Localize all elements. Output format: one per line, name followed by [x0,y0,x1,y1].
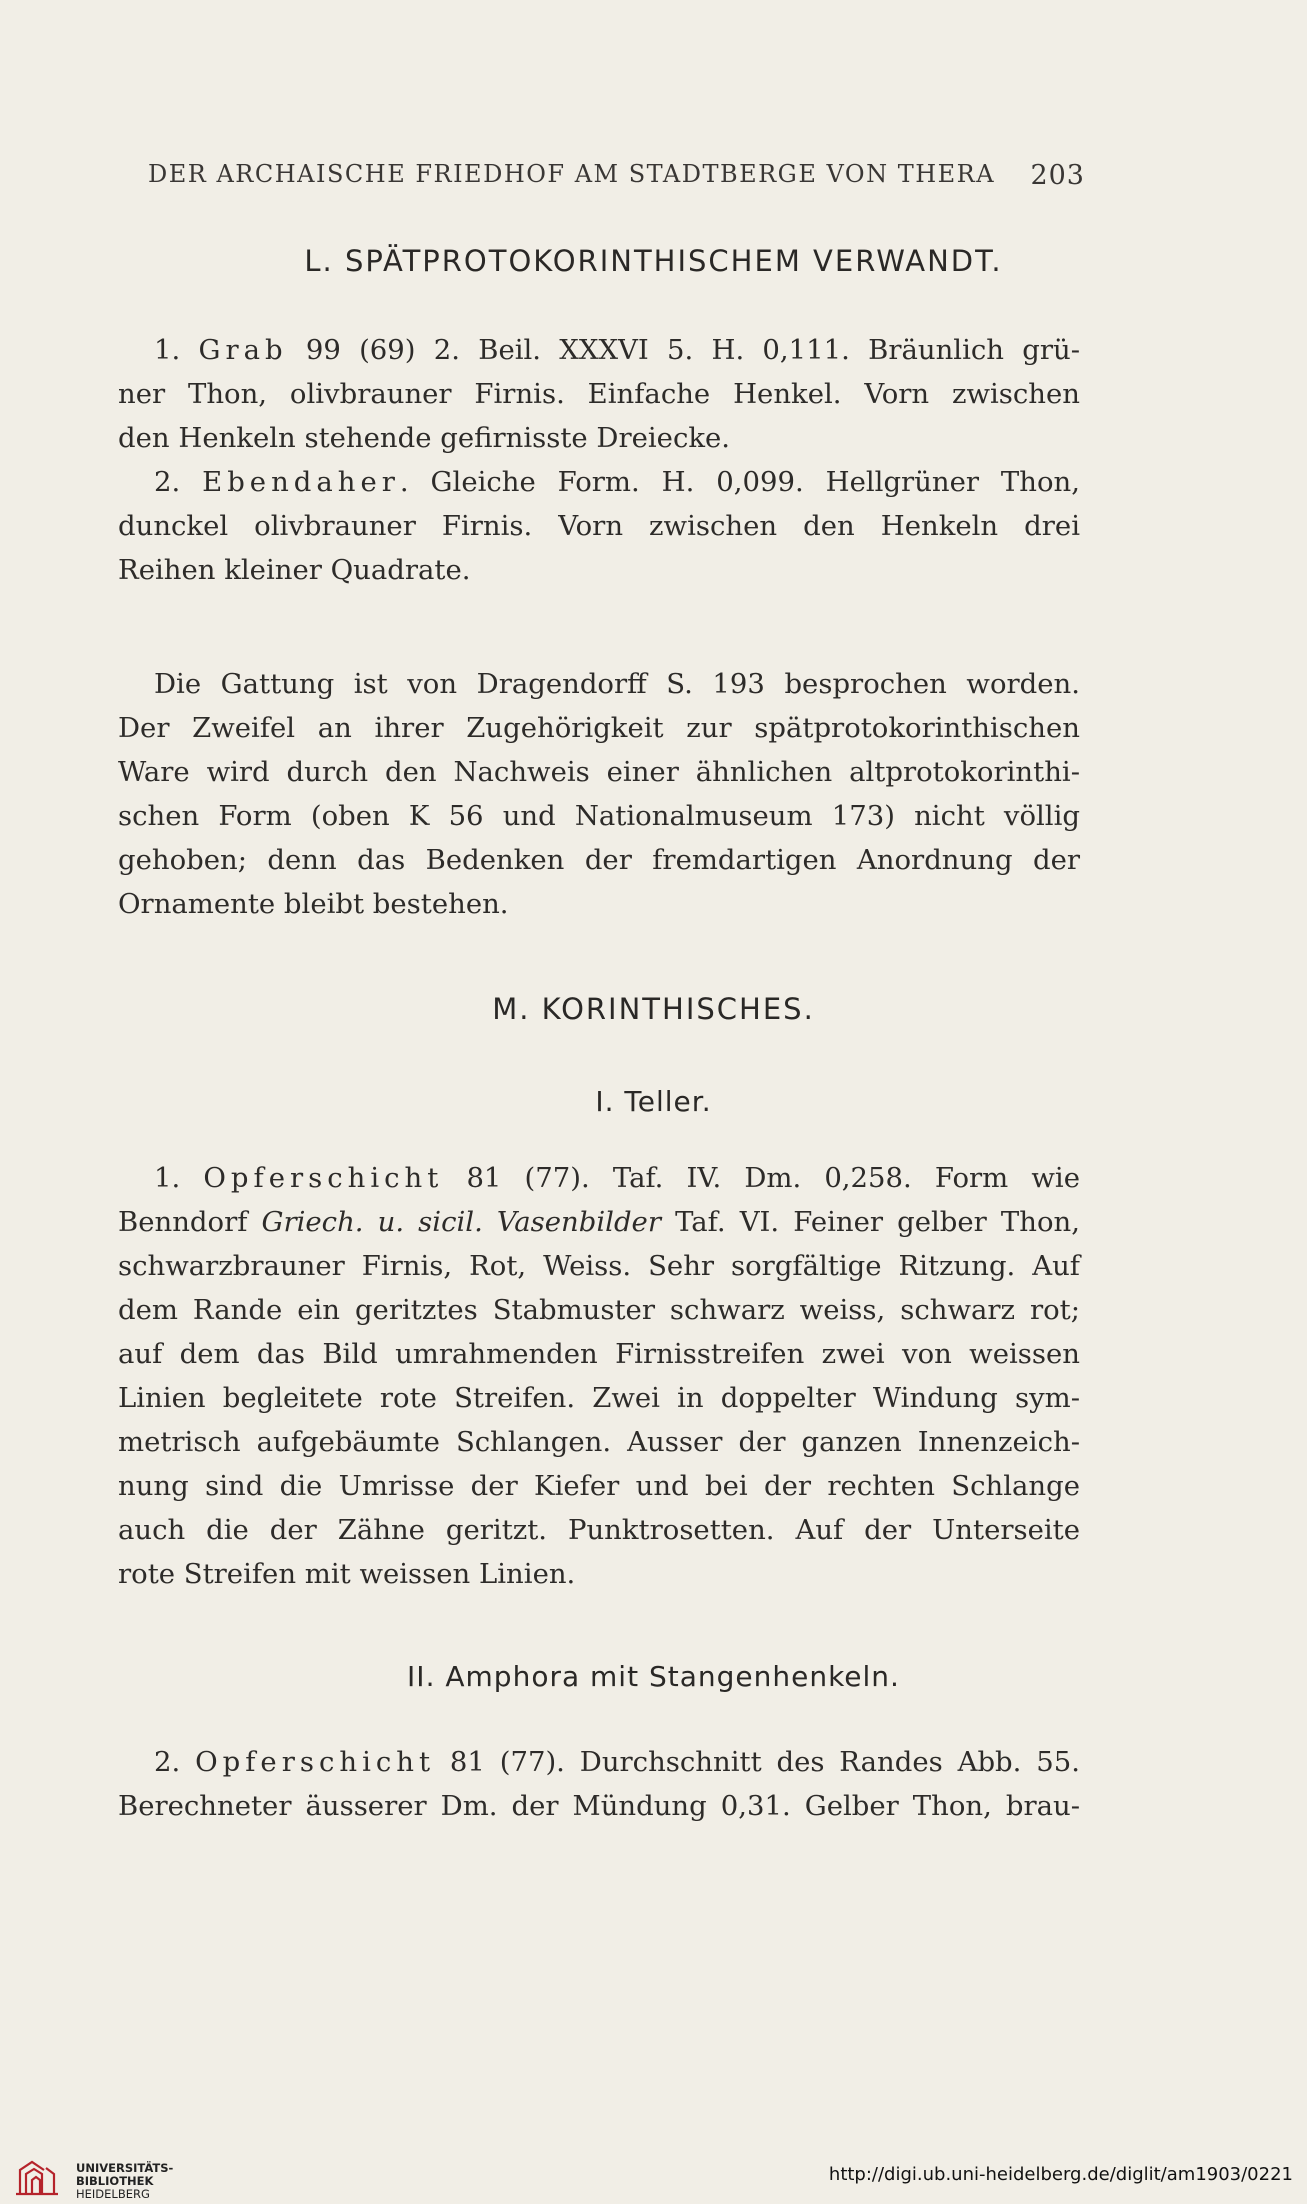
text-line: Berechneter äusserer Dm. der Mündung 0,31. Gelber Thon, brau- [118,1790,1080,1822]
entry-l2 [118,460,1080,592]
library-name: UNIVERSITÄTS- BIBLIOTHEK HEIDELBERG [76,2161,174,2201]
text-line: ner Thon, olivbrauner Firnis. Einfache Henkel. Vorn zwischen [118,378,1080,410]
text-line: metrisch aufgebäumte Schlangen. Ausser der ganzen Innenzeich- [118,1426,1080,1458]
text-line: Die Gattung ist von Dragendorff S. 193 besprochen worden. [154,668,1080,700]
source-url-link[interactable]: http://digi.ub.uni-heidelberg.de/diglit/am1903/0221 [828,2164,1293,2185]
text-line: Ware wird durch den Nachweis einer ähnlichen altprotokorinthi- [118,756,1080,788]
subheading-teller: I. Teller. [595,1085,712,1118]
text-line: 2. Ebendaher. Gleiche Form. H. 0,099. Hellgrüner Thon, [154,466,1080,498]
text-line: Benndorf Griech. u. sicil. Vasenbilder Taf. VI. Feiner gelber Thon, [118,1206,1080,1238]
section-heading-m: M. KORINTHISCHES. [492,992,815,1026]
italic-title: Griech. u. sicil. Vasenbilder [261,1206,661,1238]
text-line: nung sind die Umrisse der Kiefer und bei der rechten Schlange [118,1470,1080,1502]
text-line: schen Form (oben K 56 und Nationalmuseum 173) nicht völlig [118,800,1080,832]
text-line: den Henkeln stehende gefirnisste Dreiecke. [118,422,731,454]
section-heading-l: L. SPÄTPROTOKORINTHISCHEM VERWANDT. [304,244,1003,278]
entry-l1 [118,328,1080,460]
subheading-amphora: II. Amphora mit Stangenhenkeln. [407,1660,900,1693]
text-line: 1. Grab 99 (69) 2. Beil. XXXVI 5. H. 0,111. Bräunlich grü- [154,334,1080,366]
running-head [148,160,1085,191]
text-line: rote Streifen mit weissen Linien. [118,1558,576,1590]
text-line: Reihen kleiner Quadrate. [118,554,471,586]
text-line: gehoben; denn das Bedenken der fremdartigen Anordnung der [118,844,1080,876]
text-line: Ornamente bleibt bestehen. [118,888,509,920]
text-line: dunckel olivbrauner Firnis. Vorn zwischen den Henkeln drei [118,510,1080,542]
running-head-title: DER ARCHAISCHE FRIEDHOF AM STADTBERGE VON THERA [148,160,996,188]
text-line: auch die der Zähne geritzt. Punktrosetten. Auf der Unterseite [118,1514,1080,1546]
text-line: Der Zweifel an ihrer Zugehörigkeit zur spätprotokorinthischen [118,712,1080,744]
text-line: 2. Opferschicht 81 (77). Durchschnitt des Randes Abb. 55. [154,1746,1080,1778]
entry-m2 [118,1740,1080,1828]
text-line: auf dem das Bild umrahmenden Firnisstreifen zwei von weissen [118,1338,1080,1370]
text-line: dem Rande ein geritztes Stabmuster schwarz weiss, schwarz rot; [118,1294,1080,1326]
text-line: schwarzbrauner Firnis, Rot, Weiss. Sehr sorgfältige Ritzung. Auf [118,1250,1080,1282]
library-logo-icon [14,2160,60,2196]
entry-m1 [118,1156,1080,1596]
discussion-paragraph [118,662,1080,926]
page-number: 203 [1030,160,1085,191]
text-line: 1. Opferschicht 81 (77). Taf. IV. Dm. 0,258. Form wie [154,1162,1080,1194]
text-line: Linien begleitete rote Streifen. Zwei in doppelter Windung sym- [118,1382,1080,1414]
